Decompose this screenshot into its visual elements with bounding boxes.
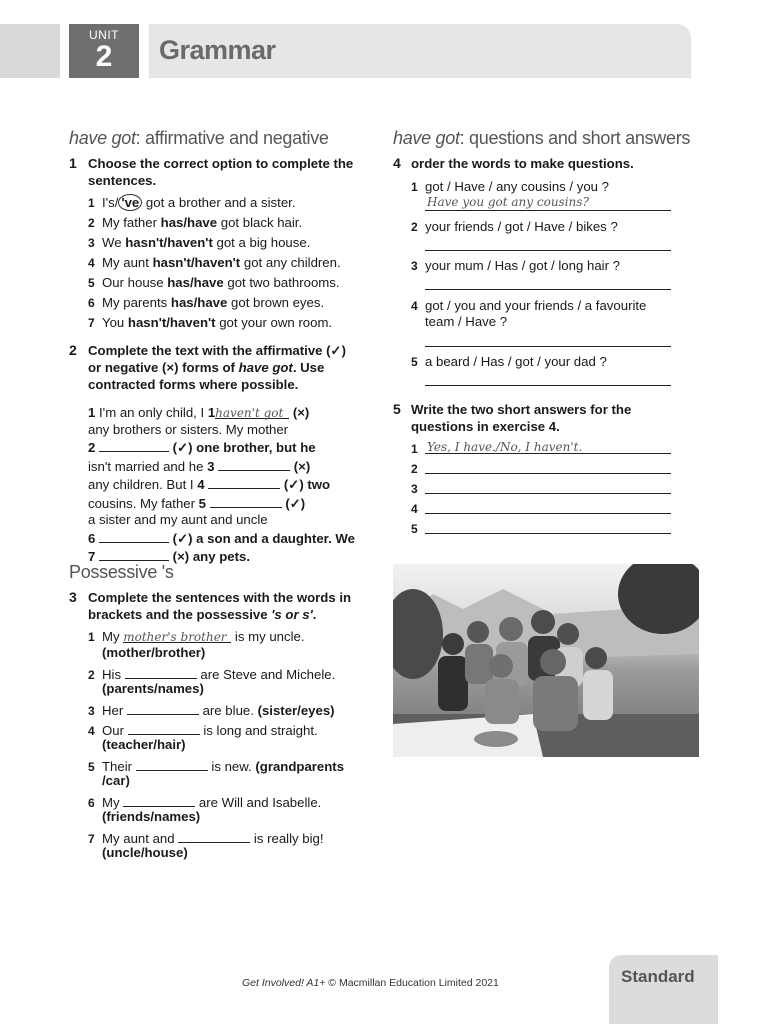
page-title: Grammar: [159, 35, 276, 65]
option-choice[interactable]: hasn't/haven't: [152, 255, 241, 270]
item-number: 1: [88, 630, 95, 644]
exercise-4-item: [411, 298, 646, 314]
exercise-2-instruction: [88, 342, 378, 393]
instr-text-end: .: [312, 607, 317, 622]
item-text: got a big house.: [212, 235, 311, 250]
item-text: Our house: [102, 275, 168, 290]
exercise-3-item: [88, 701, 335, 719]
item-text: got two bathrooms.: [223, 275, 340, 290]
item-number: 3: [411, 259, 418, 273]
text-line-1: [88, 405, 355, 422]
item-number: 2: [88, 668, 95, 682]
exercise-1-item: [88, 275, 340, 291]
item-number: 3: [88, 236, 95, 250]
exercise-4-number: 4: [393, 155, 401, 171]
exercise-4-item: [411, 219, 618, 235]
exercise-5-instruction-line-2: questions in exercise 4.: [411, 419, 560, 434]
item-text: My father: [102, 215, 161, 230]
text: (×) any pets.: [169, 549, 250, 564]
item-text: You: [102, 315, 128, 330]
gap-answer[interactable]: [123, 793, 195, 807]
exercise-2-number: 2: [69, 342, 77, 358]
gap-number: 6: [88, 530, 96, 546]
word-cue: (sister/eyes): [257, 703, 335, 718]
item-number: 6: [88, 296, 95, 310]
item-text: is my uncle.: [231, 629, 305, 644]
option-choice[interactable]: has/have: [170, 295, 228, 310]
item-number: 3: [88, 704, 95, 718]
answer-line[interactable]: [425, 346, 671, 347]
exercise-1-item: [88, 295, 324, 311]
answer-text: Yes, I have./No, I haven't.: [427, 440, 583, 454]
exercise-3-number: 3: [69, 589, 77, 605]
section-heading-italic: have got: [393, 128, 460, 148]
item-number: 1: [411, 180, 418, 194]
word-cue-line: [102, 645, 205, 661]
option-choice[interactable]: has/have: [160, 215, 218, 230]
answer-line[interactable]: [425, 289, 671, 290]
gap-answer[interactable]: [136, 757, 208, 771]
answer-line[interactable]: [425, 250, 671, 251]
item-text: are Will and Isabelle.: [195, 795, 322, 810]
item-text: Our: [102, 723, 128, 738]
exercise-3-instruction: [88, 589, 378, 623]
item-number: 5: [88, 760, 95, 774]
answer-line[interactable]: [425, 513, 671, 514]
item-text: We: [102, 235, 126, 250]
item-text: His: [102, 667, 125, 682]
item-number: 6: [88, 796, 95, 810]
item-number: 7: [88, 832, 95, 846]
gap-answer[interactable]: [125, 665, 197, 679]
item-number: 2: [411, 462, 418, 476]
gap-answer-1[interactable]: haven't got: [215, 405, 289, 419]
exercise-1-item: [88, 195, 295, 211]
gap-answer[interactable]: [127, 701, 199, 715]
level-label: Standard: [621, 967, 695, 986]
exercise-3-instruction-line-2: [88, 606, 378, 623]
item-text: My parents: [102, 295, 171, 310]
exercise-1-item: [88, 215, 302, 231]
gap-answer[interactable]: mother's brother: [123, 629, 231, 643]
exercise-5-instruction-line-1: Write the two short answers for the: [411, 402, 632, 417]
exercise-5-item: [411, 461, 425, 477]
word-cue: (teacher/hair): [102, 737, 186, 752]
answer-text: Have you got any cousins?: [427, 195, 589, 209]
text: (✓) one brother, but he: [169, 440, 316, 455]
question-words: got / you and your friends / a favourite: [425, 298, 647, 313]
item-text: got black hair.: [217, 215, 303, 230]
instr-text-end: . Use: [292, 360, 325, 375]
item-text: is long and straight.: [199, 723, 318, 738]
gap-marker: (×): [290, 458, 311, 474]
exercise-2-text: [88, 405, 355, 566]
option-choice[interactable]: has/have: [167, 275, 224, 290]
text-line-8: [88, 529, 355, 548]
item-number: 4: [411, 299, 418, 313]
exercise-5-instruction: [411, 401, 691, 435]
item-text: got your own room.: [215, 315, 333, 330]
question-words: team / Have ?: [425, 314, 508, 329]
family-photo-illustration: [393, 564, 699, 757]
item-text: got brown eyes.: [227, 295, 325, 310]
item-number: 5: [411, 522, 418, 536]
item-number: 1: [411, 442, 418, 456]
exercise-4-item: [411, 179, 609, 195]
exercise-1-item: [88, 235, 310, 251]
gap-answer[interactable]: [178, 829, 250, 843]
item-number: 5: [88, 276, 95, 290]
text: I'm an only child, I: [95, 405, 208, 420]
question-words-line-2: [425, 314, 507, 330]
footer-copyright: [242, 977, 499, 989]
section-heading-possessive: Possessive 's: [69, 562, 174, 582]
exercise-4-item: [411, 258, 620, 274]
item-number: 3: [411, 482, 418, 496]
word-cue: /car): [102, 773, 130, 788]
unit-label: UNIT: [89, 28, 119, 42]
item-number: 4: [88, 724, 95, 738]
header-left-tab: [0, 24, 60, 78]
item-text: is new.: [207, 759, 256, 774]
exercise-5-item: [411, 501, 425, 517]
text-line-2: any brothers or sisters. My mother: [88, 421, 289, 437]
footer-copyright-text: © Macmillan Education Limited 2021: [325, 977, 499, 989]
gap-number: 1: [88, 405, 96, 420]
gap-marker: (✓): [281, 495, 306, 511]
item-number: 2: [411, 220, 418, 234]
word-cue: (grandparents: [255, 759, 345, 774]
word-cue-line: [102, 737, 186, 753]
item-text: got a brother and a sister.: [142, 195, 296, 210]
text: cousins. My father: [88, 495, 199, 511]
instr-italic: 's or s': [271, 607, 313, 622]
section-heading-have-got-questions: [393, 128, 690, 149]
answer-line[interactable]: [425, 493, 671, 494]
item-text: got any children.: [240, 255, 341, 270]
word-cue: (mother/brother): [102, 645, 206, 660]
instr-text: brackets and the possessive: [88, 607, 272, 622]
gap-number: 1: [207, 405, 216, 420]
item-text: are blue.: [198, 703, 258, 718]
word-cue-line: [102, 773, 130, 789]
gap-answer-2[interactable]: [99, 438, 169, 452]
question-words: got / Have / any cousins / you ?: [425, 179, 609, 194]
option-choice[interactable]: hasn't/haven't: [127, 315, 216, 330]
item-text: My aunt: [102, 255, 153, 270]
word-cue: (parents/names): [102, 681, 204, 696]
exercise-1-number: 1: [69, 155, 77, 171]
text: any children. But I: [88, 477, 198, 492]
exercise-3-instruction-line-1: Complete the sentences with the words in: [88, 590, 352, 605]
gap-number: 4: [197, 477, 205, 492]
gap-number: 2: [88, 440, 96, 455]
question-words: your mum / Has / got / long hair ?: [425, 258, 620, 273]
exercise-4-instruction: order the words to make questions.: [411, 156, 634, 171]
text-line-4: [88, 457, 355, 476]
circled-answer[interactable]: 've: [118, 194, 142, 211]
word-cue-line: [102, 681, 204, 697]
gap-number: 3: [207, 458, 215, 474]
item-number: 1: [88, 196, 95, 210]
gap-answer-5[interactable]: [210, 494, 282, 508]
text-line-6: [88, 494, 355, 513]
answer-line[interactable]: [425, 210, 671, 211]
question-words: your friends / got / Have / bikes ?: [425, 219, 618, 234]
title-bar: [149, 24, 691, 78]
exercise-5-item: [411, 441, 425, 457]
section-heading-rest: : affirmative and negative: [135, 128, 329, 148]
family-photo: [393, 564, 699, 757]
exercise-5-number: 5: [393, 401, 401, 417]
section-heading-rest: : questions and short answers: [459, 128, 691, 148]
text-line-3: [88, 438, 355, 457]
text-line-7: a sister and my aunt and uncle: [88, 512, 268, 527]
gap-number: 5: [198, 495, 207, 511]
item-text: My: [102, 795, 124, 810]
exercise-5-item: [411, 481, 425, 497]
word-cue-line: [102, 809, 200, 825]
level-tab: [609, 955, 718, 1024]
question-words: a beard / Has / got / your dad ?: [425, 354, 607, 369]
exercise-5-item: [411, 521, 425, 537]
instr-text: or negative (×) forms of: [88, 360, 239, 375]
exercise-2-instruction-line-3: contracted forms where possible.: [88, 377, 299, 392]
section-heading-italic: have got: [69, 128, 136, 148]
item-number: 4: [411, 502, 418, 516]
item-number: 7: [88, 316, 95, 330]
word-cue: (uncle/house): [102, 845, 188, 860]
footer-book-title: Get Involved! A1+: [242, 977, 326, 989]
unit-badge: [69, 24, 139, 78]
item-text: is really big!: [250, 831, 324, 846]
item-text: Their: [102, 759, 136, 774]
option-choice[interactable]: hasn't/haven't: [125, 235, 213, 250]
gap-answer-6[interactable]: [99, 529, 169, 543]
exercise-4-item: [411, 354, 607, 370]
instr-italic: have got: [238, 360, 293, 375]
item-text: My: [102, 629, 124, 644]
exercise-2-instruction-line-2: [88, 359, 378, 376]
answer-line[interactable]: [425, 533, 671, 534]
item-text: Her: [102, 703, 127, 718]
exercise-1-item: [88, 315, 332, 331]
exercise-3-item: [88, 629, 305, 645]
text-line-5: [88, 475, 355, 494]
item-number: 5: [411, 355, 418, 369]
item-number: 2: [88, 216, 95, 230]
exercise-2-instruction-line-1: Complete the text with the affirmative (✓): [88, 343, 346, 358]
item-number: 4: [88, 256, 95, 270]
gap-answer-3[interactable]: [218, 457, 290, 471]
unit-number: 2: [95, 40, 113, 73]
answer-line[interactable]: [425, 473, 671, 474]
text: (✓) a son and a daughter. We: [169, 530, 355, 546]
exercise-1-item: [88, 255, 341, 271]
text: isn't married and he: [88, 458, 208, 474]
item-text: I's/: [102, 195, 119, 210]
item-text: are Steve and Michele.: [196, 667, 336, 682]
item-text: My aunt and: [102, 831, 179, 846]
word-cue-line: [102, 845, 188, 861]
gap-number: 7: [88, 549, 96, 564]
gap-answer-4[interactable]: [208, 475, 280, 489]
gap-answer-7[interactable]: [99, 547, 169, 561]
gap-marker: (×): [289, 405, 310, 420]
gap-answer[interactable]: [128, 721, 200, 735]
section-heading-have-got-affirmative: [69, 128, 329, 149]
text: (✓) two: [280, 477, 331, 492]
exercise-1-instruction: Choose the correct option to complete the sentences.: [88, 156, 354, 188]
answer-line[interactable]: [425, 385, 671, 386]
word-cue: (friends/names): [102, 809, 201, 824]
